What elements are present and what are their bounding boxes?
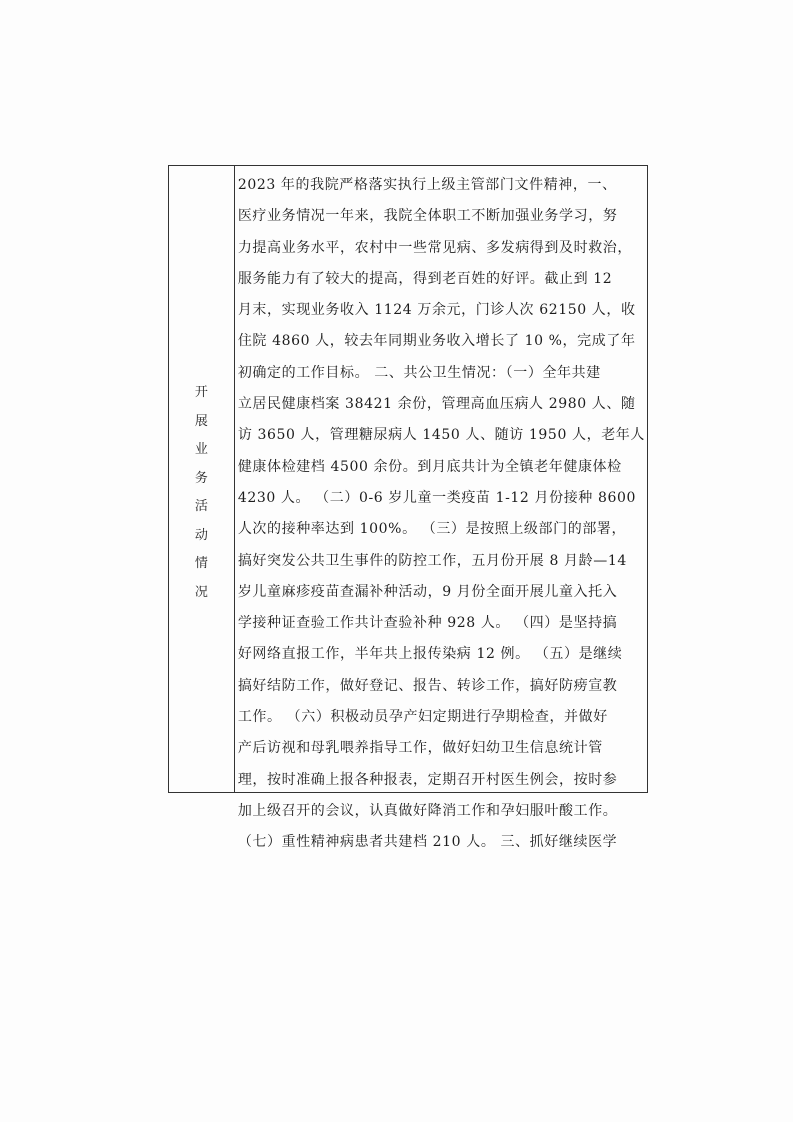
content-line: 学接种证查验工作共计查验补种 928 人。 （四）是坚持搞 — [237, 615, 618, 632]
label-char: 开 — [194, 385, 208, 400]
content-line: 加上级召开的会议，认真做好降消工作和孕妇服叶酸工作。 — [237, 802, 618, 819]
content-line: 岁儿童麻疹疫苗查漏补种活动，9 月份全面开展儿童入托入 — [237, 583, 618, 600]
content-line: 工作。 （六）积极动员孕产妇定期进行孕期检查，并做好 — [237, 709, 608, 726]
label-char: 动 — [194, 527, 208, 543]
label-char: 业 — [194, 442, 208, 457]
section-content-cell — [235, 166, 647, 851]
content-line: 医疗业务情况一年来，我院全体职工不断加强业务学习，努 — [237, 208, 618, 225]
content-line: 搞好突发公共卫生事件的防控工作，五月份开展 8 月龄—14 — [237, 552, 627, 569]
content-line: 住院 4860 人，较去年同期业务收入增长了 10 %，完成了年 — [237, 333, 636, 350]
content-line: 人次的接种率达到 100%。 （三）是按照上级部门的部署， — [237, 521, 627, 538]
content-line: 好网络直报工作，半年共上报传染病 12 例。 （五）是继续 — [237, 646, 623, 663]
content-line: 服务能力有了较大的提高，得到老百姓的好评。截止到 12 — [237, 270, 613, 287]
content-line: 初确定的工作目标。 二、共公卫生情况：（一）全年共建 — [237, 364, 601, 381]
content-line: 月末，实现业务收入 1124 万余元，门诊人次 62150 人，收 — [237, 302, 636, 319]
content-line: （七）重性精神病患者共建档 210 人。 三、抓好继续医学 — [237, 834, 618, 851]
content-line: 4230 人。 （二）0-6 岁儿童一类疫苗 1-12 月份接种 8600 — [237, 489, 636, 506]
content-line: 健康体检建档 4500 余份。到月底共计为全镇老年健康体检 — [237, 458, 622, 475]
label-char: 况 — [194, 584, 208, 600]
content-line: 2023 年的我院严格落实执行上级主管部门文件精神，一、 — [237, 177, 617, 193]
content-line: 产后访视和母乳喂养指导工作，做好妇幼卫生信息统计管 — [237, 740, 603, 757]
activity-table — [168, 165, 648, 851]
content-line: 访 3650 人，管理糖尿病人 1450 人、随访 1950 人，老年人 — [237, 427, 645, 444]
section-label-cell — [169, 166, 235, 792]
content-line: 理，按时准确上报各种报表，定期召开村医生例会，按时参 — [237, 771, 618, 788]
label-char: 情 — [194, 556, 208, 571]
content-line: 立居民健康档案 38421 余份，管理高血压病人 2980 人、随 — [237, 396, 636, 413]
section-label — [195, 379, 208, 607]
label-char: 务 — [194, 470, 208, 486]
label-char: 展 — [194, 413, 208, 429]
content-line: 搞好结防工作，做好登记、报告、转诊工作，搞好防痨宣教 — [237, 677, 618, 694]
content-line: 力提高业务水平，农村中一些常见病、多发病得到及时救治， — [237, 239, 633, 256]
label-char: 活 — [194, 499, 208, 514]
